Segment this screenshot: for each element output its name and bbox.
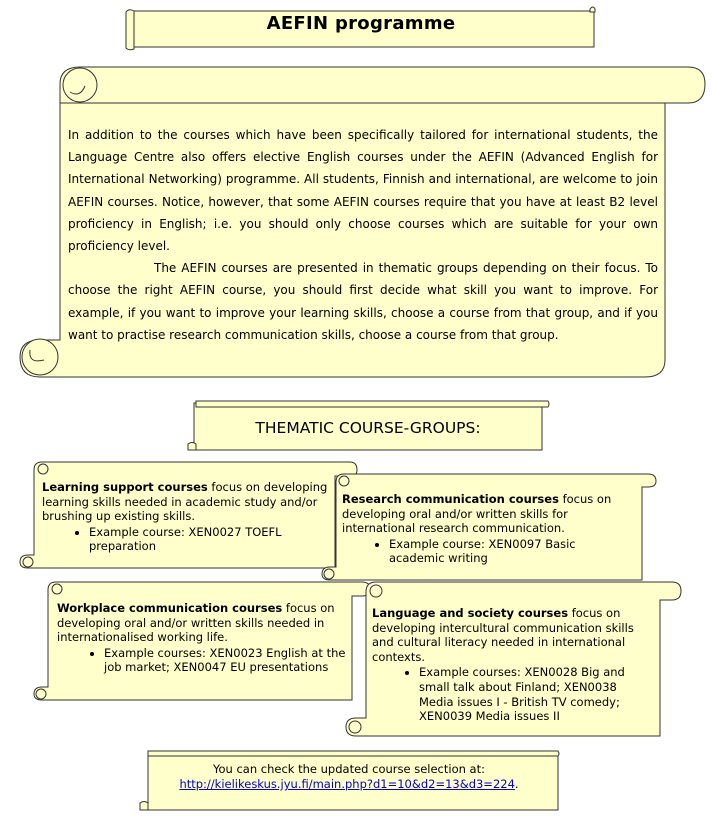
intro-paragraph-2: The AEFIN courses are presented in thematic groups depending on their focus. To choose the right AEFIN course, you should first decide what skill you want to improve. For example, if you want to improve your learning skills, choose a course from that group, and if you want to practise research communication skills, choose a course from that group. bbox=[68, 261, 658, 342]
example-course: • Example courses: XEN0028 Big and small talk about Finland; XEN0038 Media issues I - British TV comedy; XEN0039 Media issues II bbox=[419, 665, 652, 723]
group-name: Workplace communication courses bbox=[57, 601, 283, 615]
example-list bbox=[57, 646, 347, 675]
footer-period: . bbox=[514, 777, 519, 791]
research-communication-group bbox=[342, 492, 632, 566]
group-name: Language and society courses bbox=[372, 606, 569, 620]
workplace-communication-group bbox=[57, 601, 347, 675]
group-description: focus on developing oral and/or written skills needed in internationalised working life. bbox=[57, 601, 335, 645]
footer-note bbox=[150, 762, 548, 792]
example-list bbox=[372, 665, 652, 723]
language-society-group bbox=[372, 606, 652, 724]
group-description: focus on developing intercultural communication skills and cultural literacy needed in international contexts. bbox=[372, 606, 634, 664]
footer-text: You can check the updated course selection at: bbox=[213, 762, 485, 776]
example-list bbox=[42, 525, 332, 554]
thematic-heading: THEMATIC COURSE-GROUPS: bbox=[255, 419, 481, 437]
course-selection-link[interactable]: http://kielikeskus.jyu.fi/main.php?d1=10&d2=13&d3=224 bbox=[179, 777, 515, 791]
learning-support-group bbox=[42, 480, 332, 554]
group-name: Learning support courses bbox=[42, 480, 208, 494]
example-list bbox=[342, 537, 632, 566]
example-course: • Example course: XEN0027 TOEFL preparation bbox=[89, 525, 332, 554]
intro-text bbox=[68, 124, 658, 346]
intro-paragraph-1: In addition to the courses which have been specifically tailored for international students, the Language Centre also offers elective English courses under the AEFIN (Advanced English for International Networking) programme. All students, Finnish and international, are welcome to join AEFIN courses. Notice, however, that some AEFIN courses require that you have at least B2 level proficiency in English; i.e. you should only choose courses which are suitable for your own proficiency level. bbox=[68, 128, 658, 254]
example-course: • Example courses: XEN0023 English at the job market; XEN0047 EU presentations bbox=[104, 646, 347, 675]
group-description: focus on developing learning skills needed in academic study and/or brushing up existing skills. bbox=[42, 480, 328, 524]
group-name: Research communication courses bbox=[342, 492, 559, 506]
page-title: AEFIN programme bbox=[266, 13, 456, 34]
group-description: focus on developing oral and/or written skills for international research communication. bbox=[342, 492, 612, 536]
example-course: • Example course: XEN0097 Basic academic writing bbox=[389, 537, 632, 566]
